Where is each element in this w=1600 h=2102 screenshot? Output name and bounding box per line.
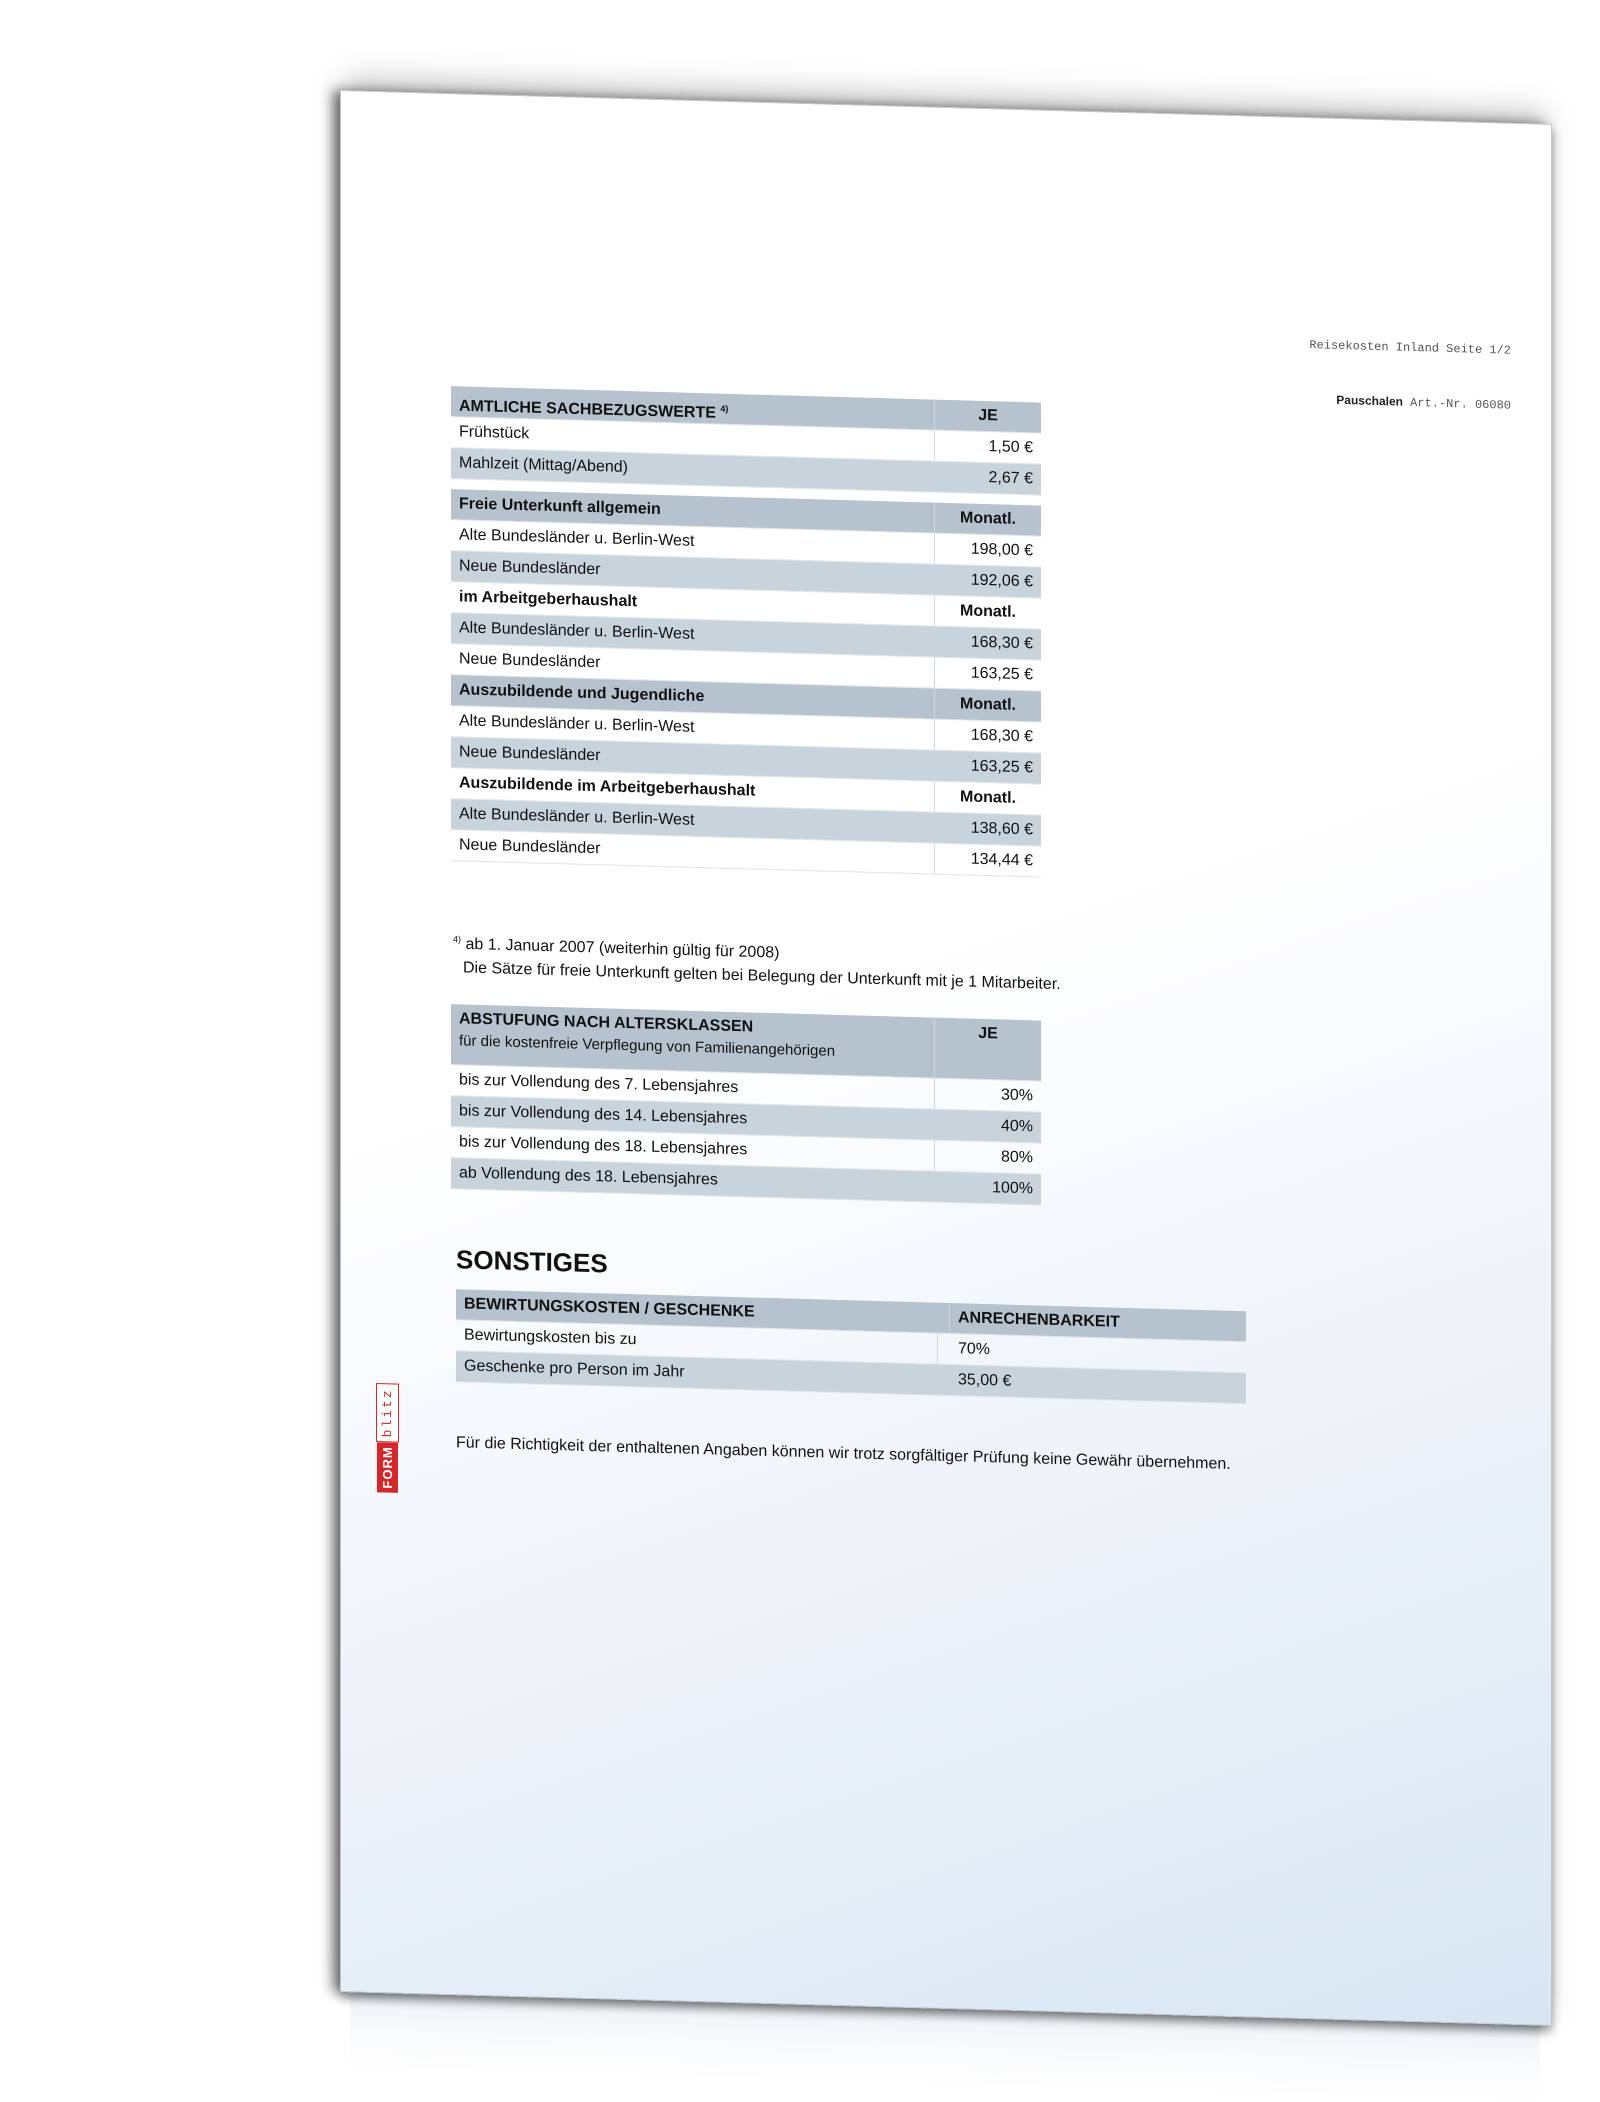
logo-blitz: blitz [376,1383,399,1443]
disclaimer: Für die Richtigkeit der enthaltenen Angaben können wir trotz sorgfältiger Prüfung keine Gewähr übernehmen. [456,1434,1231,1473]
row-label: Frühstück [459,423,530,443]
row-label: bis zur Vollendung des 7. Lebensjahres [459,1071,739,1097]
altersklassen-table [451,1004,1041,1205]
row-label: Neue Bundesländer [459,650,601,672]
row-value: 138,60 € [934,813,1041,846]
row-label: Alte Bundesländer u. Berlin-West [451,799,934,842]
group-title: Auszubildende und Jugendliche [451,675,934,718]
row-value: 192,06 € [934,565,1041,598]
sachbezug-title: AMTLICHE SACHBEZUGSWERTE [459,397,716,422]
row-label: bis zur Vollendung des 18. Lebensjahres [459,1133,748,1159]
row-value: 1,50 € [934,431,1041,464]
doc-title: Reisekosten Inland Seite 1/2 [1309,338,1511,358]
row-label: Alte Bundesländer u. Berlin-West [459,526,695,550]
doc-article-no: Art.-Nr. 06080 [1410,395,1511,413]
footnote-ref: 4) [720,403,729,414]
footnote-line1: ab 1. Januar 2007 (weiterhin gültig für 2008) [465,935,780,962]
group-col: Monatl. [934,782,1041,815]
row-value: 168,30 € [934,720,1041,753]
row-value: 2,67 € [934,462,1041,495]
row-label: Bewirtungskosten bis zu [464,1326,637,1349]
footnote-marker: 4) [453,934,462,945]
row-label: Neue Bundesländer [459,836,601,858]
row-value: 35,00 € [927,1364,1246,1403]
altersklassen-title: ABSTUFUNG NACH ALTERSKLASSEN [459,1010,754,1036]
row-value: 40% [934,1110,1041,1143]
altersklassen-col: JE [934,1018,1041,1081]
row-label: Neue Bundesländer [451,551,934,594]
sachbezug-table [451,386,1041,495]
sonstiges-title: BEWIRTUNGSKOSTEN / GESCHENKE [456,1289,949,1333]
row-label: Neue Bundesländer [451,737,934,780]
row-value: 168,30 € [934,627,1041,660]
row-value: 163,25 € [934,751,1041,784]
row-value: 163,25 € [934,658,1041,691]
group-title: Freie Unterkunft allgemein [451,489,934,532]
sachbezug-col: JE [934,400,1041,433]
doc-article-line [1309,392,1511,413]
row-value: 198,00 € [934,534,1041,567]
sonstiges-table [456,1289,1246,1404]
row-label: Alte Bundesländer u. Berlin-West [451,613,934,656]
row-value: 70% [937,1334,1246,1373]
sonstiges-col: ANRECHENBARKEIT [949,1303,1246,1341]
unterkunft-table [451,489,1041,877]
row-value: 30% [934,1079,1041,1112]
document-header [1309,338,1511,413]
formblitz-logo [376,1332,398,1493]
row-label: bis zur Vollendung des 14. Lebensjahres [451,1096,934,1139]
group-col: Monatl. [934,596,1041,629]
logo-form: FORM [377,1442,398,1493]
group-title: im Arbeitgeberhaushalt [459,588,638,611]
row-label: ab Vollendung des 18. Lebensjahres [451,1158,934,1201]
row-value: 134,44 € [934,844,1041,877]
row-label: Geschenke pro Person im Jahr [456,1351,927,1394]
doc-category: Pauschalen [1336,392,1403,409]
group-title: Auszubildende im Arbeitgeberhaushalt [459,774,756,800]
row-label: Alte Bundesländer u. Berlin-West [459,712,695,736]
footnote [453,934,1061,994]
row-value: 100% [934,1172,1041,1205]
footnote-line2: Die Sätze für freie Unterkunft gelten bei Belegung der Unterkunft mit je 1 Mitarbeiter. [463,959,1061,994]
altersklassen-subtitle: für die kostenfreie Verpflegung von Familienangehörigen [459,1032,836,1060]
group-col: Monatl. [934,689,1041,722]
section-title-sonstiges: SONSTIGES [456,1244,608,1279]
document-page [340,90,1552,2026]
row-value: 80% [934,1141,1041,1174]
row-label: Mahlzeit (Mittag/Abend) [451,448,934,491]
group-col: Monatl. [934,503,1041,536]
